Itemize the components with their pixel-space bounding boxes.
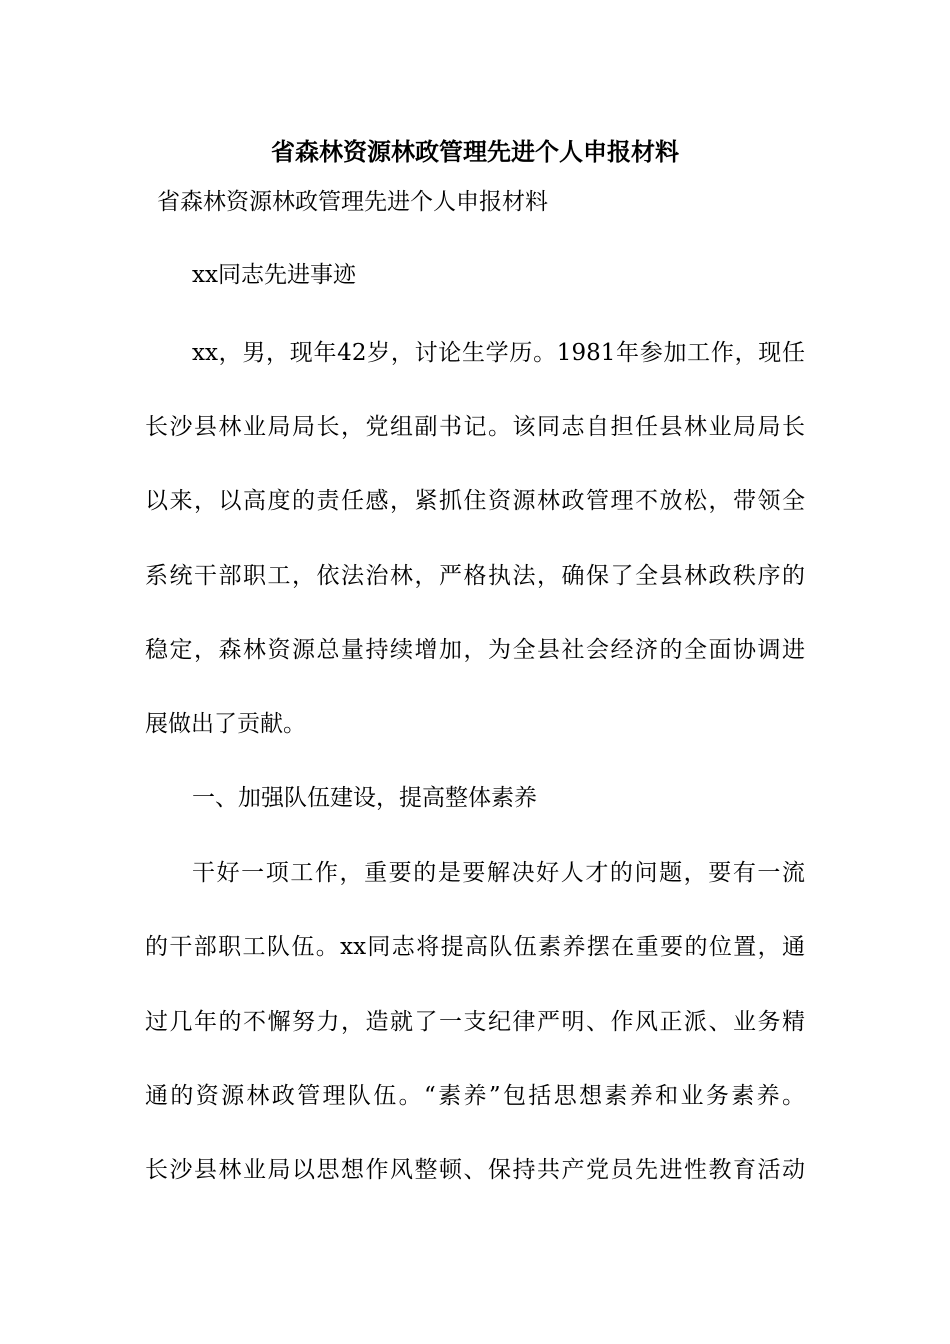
paragraph-line: 稳定，森林资源总量持续增加，为全县社会经济的全面协调进 xyxy=(145,637,805,663)
document-title: 省森林资源林政管理先进个人申报材料 xyxy=(271,137,679,166)
paragraph-line: xx，男，现年42岁，讨论生学历。1981年参加工作，现任 xyxy=(192,340,805,366)
paragraph-line: 长沙县林业局局长，党组副书记。该同志自担任县林业局局长 xyxy=(145,414,805,440)
paragraph-line: 以来，以高度的责任感，紧抓住资源林政管理不放松，带领全 xyxy=(145,488,805,514)
paragraph-line: 长沙县林业局以思想作风整顿、保持共产党员先进性教育活动 xyxy=(145,1157,805,1183)
document-subtitle: 省森林资源林政管理先进个人申报材料 xyxy=(157,189,548,215)
paragraph-line: 展做出了贡献。 xyxy=(145,711,306,737)
paragraph-line: 干好一项工作，重要的是要解决好人才的问题，要有一流 xyxy=(192,860,805,886)
section-heading-deeds: xx同志先进事迹 xyxy=(192,262,356,288)
section-heading-team: 一、加强队伍建设，提高整体素养 xyxy=(192,785,537,811)
paragraph-line: 系统干部职工，依法治林，严格执法，确保了全县林政秩序的 xyxy=(145,563,805,589)
paragraph-line: 过几年的不懈努力，造就了一支纪律严明、作风正派、业务精 xyxy=(145,1009,805,1035)
paragraph-line: 的干部职工队伍。xx同志将提高队伍素养摆在重要的位置，通 xyxy=(145,934,805,960)
paragraph-line: 通的资源林政管理队伍。“素养”包括思想素养和业务素养。 xyxy=(145,1083,805,1109)
